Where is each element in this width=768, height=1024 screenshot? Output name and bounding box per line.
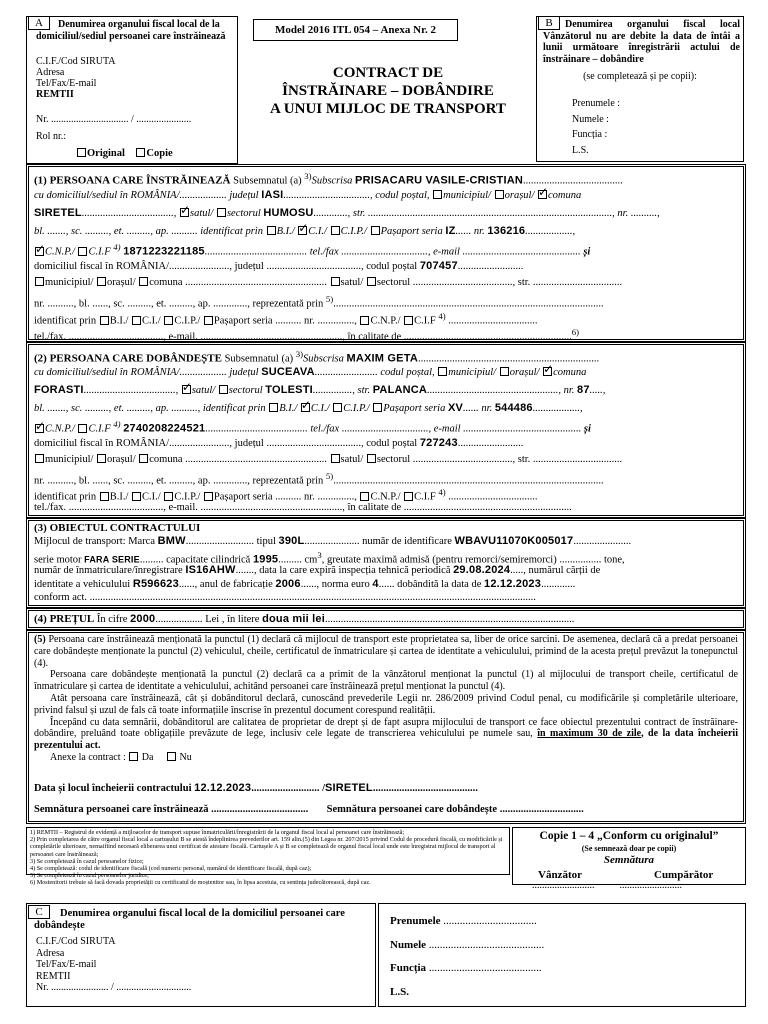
s2-line-5: ✓C.N.P./ C.I.F $^{4)}$ 2740208224521....................................... tel./fax ................................., e-mail ............................................. și (34, 419, 591, 436)
box-c-cif: C.I.F./Cod SIRUTA (36, 936, 116, 947)
s2-serie[interactable]: XV (447, 402, 464, 414)
box-a-adresa: Adresa (36, 67, 65, 78)
s5-data-loc: Data și locul încheierii contractului 12.12.2023.......................... /SIRETEL........................................ (34, 782, 478, 794)
box-a-checks (76, 148, 173, 161)
copie-checkbox[interactable] (136, 148, 145, 157)
box-c-title: Denumirea organului fiscal local de la domiciliul persoanei care dobândește (34, 908, 345, 932)
s2-line-2: cu domiciliul/sediul în ROMÂNIA/.................. județul SUCEAVA........................ codul poștal, municipiul/ orașul/ ✓comuna (34, 366, 586, 380)
s1-satul[interactable]: HUMOSU (263, 207, 314, 219)
box-a-rol: Rol nr.: (36, 131, 67, 142)
title-line-3: A UNUI MIJLOC DE TRANSPORT (270, 101, 506, 117)
box-a-title: Denumirea organului fiscal local de la domiciliul/sediul persoanei care înstrăinează (36, 19, 226, 42)
box-c-lines (36, 936, 191, 994)
copie-vanzator: Vânzător (538, 869, 582, 881)
s1-subscrisa: Subscrisa (311, 175, 353, 187)
box-b-fields (572, 96, 620, 158)
s3-heading: (3) OBIECTUL CONTRACTULUI (34, 522, 201, 534)
s3-euro[interactable]: 4 (372, 578, 379, 590)
box-b-prenume: Prenumele : (572, 98, 621, 109)
box-b-title: Denumirea organului fiscal local Vânzătorul nu are debite la data de întâi a lunii următoare înregistrării actului de înstrăinare – dobândire (543, 19, 740, 65)
s1-name[interactable]: PRISACARU VASILE-CRISTIAN (355, 174, 524, 187)
s1-heading: (1) PERSOANA CARE ÎNSTRĂINEAZĂ (34, 174, 231, 187)
s2-heading: (2) PERSOANA CARE DOBÂNDEȘTE (34, 352, 222, 365)
s1-judet[interactable]: IASI (261, 189, 284, 201)
s1-line-7: municipiul/ orașul/ comuna ...................................................... satul/ sectorul ......................................, str. .................................. (34, 277, 622, 290)
s3-line-1 (34, 522, 200, 536)
s3-line-6: conform act. .......................................................................................................................................................................... (34, 592, 536, 603)
box-c-adresa: Adresa (36, 947, 65, 959)
box-a-tel: Tel/Fax/E-mail (36, 78, 97, 89)
contract-title (242, 64, 534, 118)
box-a-lines (36, 56, 116, 100)
s1-line-10: tel./fax. ...................................., e-mail. ......................................................, în calitate de ................................................................$^{6)}$ (34, 327, 580, 343)
s3-an[interactable]: 2006 (275, 578, 301, 590)
s4-litere[interactable]: doua mii lei (262, 613, 325, 625)
box-a-letter: A (28, 16, 50, 30)
s1-line-5: ✓C.N.P./ C.I.F $^{4)}$ 1871223221185....................................... tel./fax ................................., e-mail ............................................. și (34, 242, 590, 259)
s4-heading: (4) PREȚUL (34, 613, 95, 625)
s1-cod-postal[interactable]: 707457 (419, 260, 458, 272)
s2-sub: Subsemnatul (a) (224, 353, 294, 365)
box-c-ls: L.S. (390, 985, 409, 998)
s5-sign-seller: Semnătura persoanei care înstrăinează (34, 804, 209, 815)
s2-cnp[interactable]: 2740208224521 (123, 422, 206, 435)
box-c-letter: C (28, 905, 50, 919)
s1-line-3: SIRETEL..................................., ✓satul/ sectorul HUMOSU............., str. ............................................................................................., nr. .........., (34, 207, 660, 221)
s2-cod-postal[interactable]: 727243 (419, 437, 458, 449)
s3-inmatriculare[interactable]: IS16AHW (185, 564, 236, 576)
s2-comuna[interactable]: FORASTI (34, 384, 84, 396)
title-line-2: ÎNSTRĂINARE – DOBÂNDIRE (282, 83, 494, 99)
copie-dots: ......................... ......................... (532, 880, 682, 891)
s5-text: (5) Persoana care înstrăinează menționată la punctul (1) declară că mijlocul de transport este proprietatea sa, liber de orice sarcini. De asemenea, declară că a predat persoanei care dobândește menționate la punctul (2) vehiculul, cheile, certificatul de înmatriculare și cartea de identitate a vehiculului, primind de la acesta prețul prevăzut la tonepunctul (4). Persoana care dobândește menționată la punctul (2) declară ca a primit de la vânzătorul menționat la punctul (1) al mijlocului de transport cheile, certificatul de înmatriculare și cartea de identitate a vehiculului, achitând persoanei care înstrăinează prețul menționat la punctul (4). Atât persoana care înstrăinează, cât și dobânditorul declară, cunoscând prevederile Legii nr. 286/2009 privind Codul penal, cu modificările și completările ulterioare, privind falsul și uzul de fals că toate informațiile înscrise în prezentul document corespund realității. Începând cu data semnării, dobânditorul are calitatea de proprietar de drept și de fapt asupra mijlocului de transport ce face obiectul prezentului contract de înstrăinare-dobândire, preluând toate obligațiile prevăzute de lege, inclusiv cele legate de transcrierea vehiculului pe numele sau, în maximum 30 de zile, de la data încheierii prezentului act. Anexe la contract : Da Nu (34, 634, 738, 763)
box-b-letter: B (538, 16, 560, 30)
s2-subscrisa: Subscrisa (303, 353, 344, 365)
box-b-ls: L.S. (572, 144, 589, 156)
box-c-nr: Nr. ....................... / .............................. (36, 982, 192, 993)
s2-line-3: FORASTI..................................., ✓satul/ sectorul TOLESTI..............., str. PALANCA.................................................., nr. 87....., (34, 384, 605, 398)
box-c-fields: Prenumele .................................. Numele .......................................... Funcția ......................................... L.S. (390, 910, 544, 1004)
box-c-numele: Numele (390, 938, 427, 951)
box-b-functia: Funcția : (572, 129, 608, 140)
box-a-remtii: REMTII (36, 89, 74, 100)
s3-itp[interactable]: 29.08.2024 (453, 564, 511, 576)
s2-nr-strada[interactable]: 87 (577, 384, 590, 396)
s1-line-6: domiciliul fiscal în ROMÂNIA/......................., județul ...................................., codul poștal 707457......................... (34, 260, 524, 272)
s3-line-5: identitate a vehiculului R596623......, anul de fabricație 2006......, norma euro 4...... dobândită la data de 12.12.2023............. (34, 578, 576, 590)
s3-line-2: Mijlocul de transport: Marca BMW.......................... tipul 390L..................... număr de identificare WBAVU11070K005017...................... (34, 535, 632, 547)
s2-line-1: (2) PERSOANA CARE DOBÂNDEȘTE Subsemnatul (a) $^{3)}$Subscrisa MAXIM GETA..................................................................... (34, 349, 600, 365)
s4-line: (4) PREȚUL În cifre 2000.................. Lei , în litere doua mii lei............................................................................................... (34, 613, 575, 625)
s1-sub: Subsemnatul (a) (233, 175, 302, 187)
s3-tipul[interactable]: 390L (278, 535, 305, 547)
s5-sign-buyer: Semnătura persoanei care dobândește (326, 804, 498, 815)
s3-line-4: număr de înmatriculare/înregistrare IS16AHW......., data la care expiră inspecția tehnică periodică 29.08.2024....., numărul cărții de (34, 564, 601, 576)
box-c-prenume: Prenumele (390, 915, 441, 927)
original-label: Original (87, 148, 125, 159)
copie-sub: (Se semnează doar pe copii) (581, 844, 677, 853)
box-b-nume: Numele : (572, 113, 609, 125)
box-c-functia: Funcția (390, 962, 427, 974)
title-line-1: CONTRACT DE (332, 65, 444, 81)
s3-cilindree[interactable]: 1995 (252, 553, 279, 566)
s2-nr[interactable]: 544486 (494, 402, 533, 414)
box-a-cif: C.I.F./Cod SIRUTA (36, 56, 116, 67)
s1-line-9: identificat prin B.I./ C.I./ C.I.P./ Pașaport seria .......... nr. .............., C.N.P./ C.I.F $^{4)}$ .................................. (34, 311, 538, 327)
s2-line-4: bl. ......., sc. ........., et. ........., ap. .........., identificat prin B.I./ ✓C.I./ C.I.P./ Pașaport seria XV...... nr. 544486.................., (34, 402, 583, 416)
s2-strada[interactable]: PALANCA (372, 384, 428, 396)
copie-title: Copie 1 – 4 „Conform cu originalul” (539, 830, 719, 842)
copie-cumparator: Cumpărător (654, 869, 714, 881)
s4-cifre[interactable]: 2000 (130, 613, 156, 625)
copie-semnatura: Semnătura (603, 854, 655, 866)
s3-vin[interactable]: WBAVU11070K005017 (454, 535, 574, 547)
s2-line-6: domiciliul fiscal în ROMÂNIA/......................., județul ...................................., codul poștal 727243......................... (34, 437, 524, 449)
s2-judet[interactable]: SUCEAVA (261, 366, 315, 378)
s1-nr[interactable]: 136216 (487, 225, 526, 237)
s3-marca[interactable]: BMW (157, 535, 186, 547)
s1-line-4: bl. ......., sc. ........., et. ........., ap. .......... identificat prin B.I./ ✓C.I./ C.I.P./ Pașaport seria IZ...... nr. 136216.................., (34, 225, 575, 239)
s2-line-10: tel./fax. ...................................., e-mail. ......................................................, în calitate de ................................................................ (34, 502, 572, 513)
s2-name[interactable]: MAXIM GETA (346, 352, 418, 365)
s5-signatures: Semnătura persoanei care înstrăinează ..................................... Semnătura persoanei care dobândește ................................ (34, 804, 584, 815)
box-a-nr: Nr. ............................... / ...................... (36, 114, 192, 125)
s1-cnp[interactable]: 1871223221185 (123, 245, 205, 258)
s2-line-9: identificat prin B.I./ C.I./ C.I.P./ Pașaport seria .......... nr. .............., C.N.P./ C.I.F $^{4)}$ .................................. (34, 487, 538, 503)
s3-data-dobandire[interactable]: 12.12.2023 (484, 578, 542, 590)
box-c-remtii: REMTII (36, 970, 71, 982)
s3-line-3: serie motor FARA SERIE......... capacitate cilindrică 1995......... $cm^3$, greutate maximă admisă (pentru remorci/semiremorci) ................ tone, (34, 550, 625, 566)
original-checkbox[interactable] (77, 148, 86, 157)
copie-label: Copie (146, 148, 173, 159)
s3-civ[interactable]: R596623 (132, 578, 179, 590)
s1-comuna[interactable]: SIRETEL (34, 207, 82, 219)
box-b-note: (se completează și pe copii): (583, 71, 697, 82)
s1-line-1: (1) PERSOANA CARE ÎNSTRĂINEAZĂ Subsemnatul (a) $^{3)}$Subscrisa PRISACARU VASILE-CRISTIAN...................................... (34, 171, 623, 187)
model-label: Model 2016 ITL 054 – Anexa Nr. 2 (253, 19, 458, 41)
s3-motor[interactable]: FARA SERIE (84, 554, 140, 565)
s1-line-2: cu domiciliul/sediul în ROMÂNIA/.................. județul IASI................................., codul poștal, municipiul/ orașul/ ✓comuna (34, 189, 581, 203)
box-c-tel: Tel/Fax/E-mail (36, 959, 97, 970)
s2-line-7: municipiul/ orașul/ comuna ...................................................... satul/ sectorul ......................................, str. .................................. (34, 454, 622, 467)
s2-satul[interactable]: TOLESTI (265, 384, 313, 396)
s2-line-8: nr. .........., bl. ......, sc. ........., et. ........., ap. ............., reprezentată prin $^{5)}$....................................................................................................... (34, 471, 604, 487)
s1-line-8: nr. .........., bl. ......, sc. ........., et. ........., ap. ............., reprezentată prin $^{5)}$....................................................................................................... (34, 294, 604, 310)
s5-loc[interactable]: SIRETEL (324, 782, 373, 794)
s1-serie[interactable]: IZ (445, 225, 456, 237)
footnotes: 1) REMTII – Registrul de evidență a mijloacelor de transport supuse înmatriculării/înregistrării de la organul fiscal local al persoanei care înstrăinează; 2) Prin completarea de către organul fiscal local a cartușului B se atestă îndeplinirea prevederilor art. 159 alin.(5) din Legea nr. 207/2015 privind Codul de procedură fiscală, cu modificările și completările ulterioare, nemaifiind necesară eliberarea unui certificat de atestare fiscală. Cartușele A și B se completează de organul fiscal local unde este înregistrat mijlocul de transport al persoanei care înstrăinează; 3) Se completează în cazul persoanelor fizice; 4) Se completează: codul de identificare fiscală (cod numeric personal, numărul de identificare fiscală, după caz); 5) Se completează în cazul persoanelor juridice; 6) Mostenitorii trebuie să facă dovada proprietății cu certificatul de moștenitor sau, în lipsa acestuia, cu sentința judecătorească, după caz. (30, 829, 503, 887)
s5-data[interactable]: 12.12.2023 (194, 782, 252, 794)
